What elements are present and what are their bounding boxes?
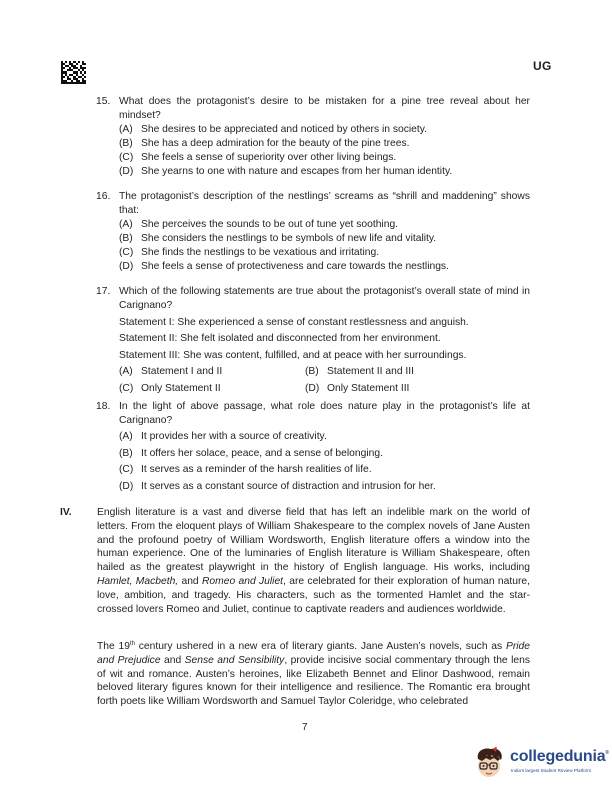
question-stem: Which of the following statements are true about the protagonist’s overall state of mind in Carignano?: [119, 286, 530, 311]
option-b: (B) Statement II and III: [305, 366, 415, 378]
option-a: (A) Statement I and II: [119, 366, 223, 378]
option-d: (D) She feels a sense of protectiveness and care towards the nestlings.: [119, 260, 449, 272]
option-d: (D) Only Statement III: [305, 382, 410, 394]
passage-paragraph-2: The 19th century ushered in a new era of literary giants. Jane Austen’s novels, such as Pride and Prejudice and Sense and Sensibility, provide incisive social commentary through the lens of wit and romance. Austen’s heroines, like Elizabeth Bennet and Elinor Dashwood, remain beloved literary figures known for their intelligence and resilience. The Romantic era brought forth poets like William Wordsworth and Samuel Taylor Coleridge, who celebrated: [97, 641, 530, 708]
student-mascot-icon: [474, 747, 504, 779]
option-c: (C) Only Statement II: [119, 382, 221, 394]
option-a: (A) It provides her with a source of creativity.: [119, 431, 327, 443]
option-c: (C) She feels a sense of superiority over other living beings.: [119, 151, 397, 163]
option-d: (D) She yearns to one with nature and escapes from her human identity.: [119, 165, 453, 177]
statement-2: Statement II: She felt isolated and disconnected from her environment.: [119, 333, 441, 345]
collegedunia-logo: [472, 745, 612, 785]
option-d: (D) It serves as a constant source of distraction and intrusion for her.: [119, 480, 436, 492]
question-number: 18.: [96, 401, 111, 412]
passage-paragraph-1: English literature is a vast and diverse field that has left an indelible mark on the world of letters. From the eloquent plays of William Shakespeare to the complex novels of Jane Austen and the profound poetry of William Wordsworth, English literature offers a window into the human experience. One of the luminaries of English literature is William Shakespeare, often hailed as the greatest playwright in the history of English language. His works, including Hamlet, Macbeth, and Romeo and Juliet, are celebrated for their exploration of human nature, love, ambition, and tragedy. His characters, such as the tormented Hamlet and the star-crossed lovers Romeo and Juliet, continue to captivate readers and audiences worldwide.: [97, 507, 530, 615]
brand-tagline: India's largest Student Review Platform: [511, 768, 592, 773]
question-number: 16.: [96, 191, 111, 202]
question-18: [96, 400, 530, 494]
question-16: [96, 190, 530, 273]
section-iv: [60, 506, 530, 616]
question-17: [96, 285, 530, 396]
level-label: UG: [533, 59, 552, 73]
option-a: (A) She perceives the sounds to be out of tune yet soothing.: [119, 218, 399, 230]
option-b: (B) It offers her solace, peace, and a sense of belonging.: [119, 447, 383, 459]
question-number: 15.: [96, 96, 111, 107]
question-15: [96, 95, 530, 178]
statement-1: Statement I: She experienced a sense of constant restlessness and anguish.: [119, 316, 469, 328]
page-number: 7: [302, 722, 308, 733]
question-stem: In the light of above passage, what role does nature play in the protagonist’s life at Carignano?: [119, 401, 530, 426]
option-c: (C) She finds the nestlings to be vexatious and irritating.: [119, 246, 380, 258]
brand-name: collegedunia®: [510, 748, 609, 765]
option-b: (B) She has a deep admiration for the beauty of the pine trees.: [119, 137, 410, 149]
question-number: 17.: [96, 286, 111, 297]
datamatrix-barcode-icon: [61, 61, 86, 84]
option-a: (A) She desires to be appreciated and noticed by others in society.: [119, 123, 428, 135]
question-stem: The protagonist’s description of the nestlings’ screams as “shrill and maddening” shows that:: [119, 191, 530, 216]
section-numeral: IV.: [60, 507, 72, 518]
options-grid: [119, 365, 530, 396]
statement-3: Statement III: She was content, fulfilled, and at peace with her surroundings.: [119, 349, 467, 361]
option-b: (B) She considers the nestlings to be symbols of new life and vitality.: [119, 232, 437, 244]
question-stem: What does the protagonist’s desire to be mistaken for a pine tree reveal about her mindset?: [119, 96, 530, 121]
option-c: (C) It serves as a reminder of the harsh realities of life.: [119, 464, 372, 476]
